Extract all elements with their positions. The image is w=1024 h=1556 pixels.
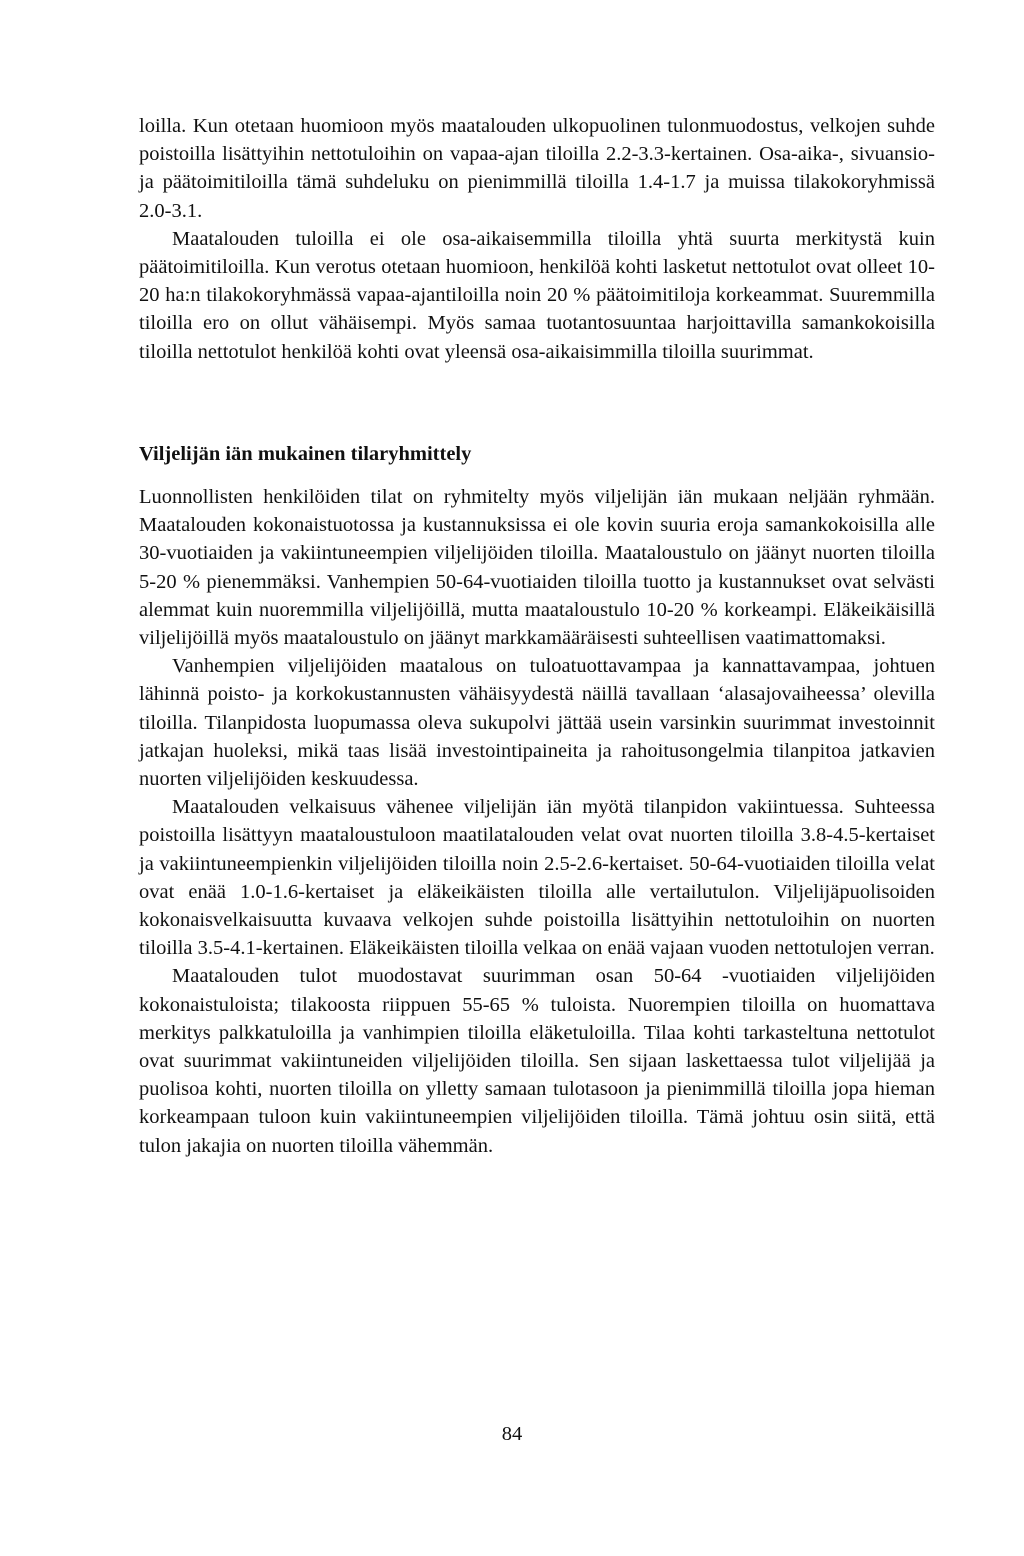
paragraph: Maatalouden tulot muodostavat suurimman osan 50-64 -vuotiaiden viljelijöiden kokonaistuloista; tilakoosta riippuen 55-65 % tuloista. Nuorempien tiloilla on huomattava merkitys palkkatuloilla ja vanhimpien tiloilla eläketuloilla. Tilaa kohti tarkasteltuna nettotulot ovat suurimmat vakiintuneiden viljelijöiden tiloilla. Sen sijaan laskettaessa tulot viljelijää ja puolisoa kohti, nuorten tiloilla on ylletty samaan tulotasoon ja pienimmillä tiloilla jopa hieman korkeampaan tuloon kuin vakiintuneempien viljelijöiden tiloilla. Tämä johtuu osin siitä, että tulon jakajia on nuorten tiloilla vähemmän. [139,965,935,1157]
paragraph: Vanhempien viljelijöiden maatalous on tuloatuottavampaa ja kannattavampaa, johtuen lähinnä poisto- ja korkokustannusten vähäisyydestä näillä tavallaan ‘alasajovaiheessa’ olevilla tiloilla. Tilanpidosta luopumassa oleva sukupolvi jättää usein varsinkin suurimmat investoinnit jatkajan huoleksi, mikä taas lisää investointipaineita ja rahoitusongelmia tilanpitoa jatkavien nuorten viljelijöiden keskuudessa. [139,655,935,791]
section-heading: Viljelijän iän mukainen tilaryhmittely [139,443,472,465]
intro-text-block [139,112,935,366]
paragraph: Maatalouden tuloilla ei ole osa-aikaisemmilla tiloilla yhtä suurta merkitystä kuin päätoimitiloilla. Kun verotus otetaan huomioon, henkilöä kohti lasketut nettotulot ovat olleet 10-20 ha:n tilakokoryhmässä vapaa-ajantiloilla noin 20 % päätoimitiloja korkeammat. Suuremmilla tiloilla ero on ollut vähäisempi. Myös samaa tuotantosuuntaa harjoittavilla samankokoisilla tiloilla nettotulot henkilöä kohti ovat yleensä osa-aikaisimmilla tiloilla suurimmat. [139,227,935,363]
page-number: 84 [501,1423,523,1445]
paragraph: loilla. Kun otetaan huomioon myös maatalouden ulkopuolinen tulonmuodostus, velkojen suhde poistoilla lisättyihin nettotuloihin on vapaa-ajan tiloilla 2.2-3.3-kertainen. Osa-aika-, sivuansio- ja päätoimitiloilla tämä suhdeluku on pienimmillä tiloilla 1.4-1.7 ja muissa tilakokoryhmissä 2.0-3.1. [139,115,935,222]
section-text-block [139,483,935,1160]
paragraph: Maatalouden velkaisuus vähenee viljelijän iän myötä tilanpidon vakiintuessa. Suhteessa poistoilla lisättyyn maataloustuloon maatilatalouden velat ovat nuorten tiloilla 3.8-4.5-kertaiset ja vakiintuneempienkin viljelijöiden tiloilla noin 2.5-2.6-kertaiset. 50-64-vuotiaiden tiloilla velat ovat enää 1.0-1.6-kertaiset ja eläkeikäisten tiloilla alle vertailutulon. Viljelijäpuolisoiden kokonaisvelkaisuutta kuvaava velkojen suhde poistoilla lisättyihin nettotuloihin on nuorten tiloilla 3.5-4.1-kertainen. Eläkeikäisten tiloilla velkaa on enää vajaan vuoden nettotulojen verran. [139,796,935,960]
paragraph: Luonnollisten henkilöiden tilat on ryhmitelty myös viljelijän iän mukaan neljään ryhmään. Maatalouden kokonaistuotossa ja kustannuksissa ei ole kovin suuria eroja samankokoisilla alle 30-vuotiaiden ja vakiintuneempien viljelijöiden tiloilla. Maataloustulo on jäänyt nuorten tiloilla 5-20 % pienemmäksi. Vanhempien 50-64-vuotiaiden tiloilla tuotto ja kustannukset ovat selvästi alemmat kuin nuoremmilla viljelijöillä, mutta maataloustulo 10-20 % korkeampi. Eläkeikäisillä viljelijöillä myös maataloustulo on jäänyt markkamääräisesti suhteellisen vaatimattomaksi. [139,486,935,650]
